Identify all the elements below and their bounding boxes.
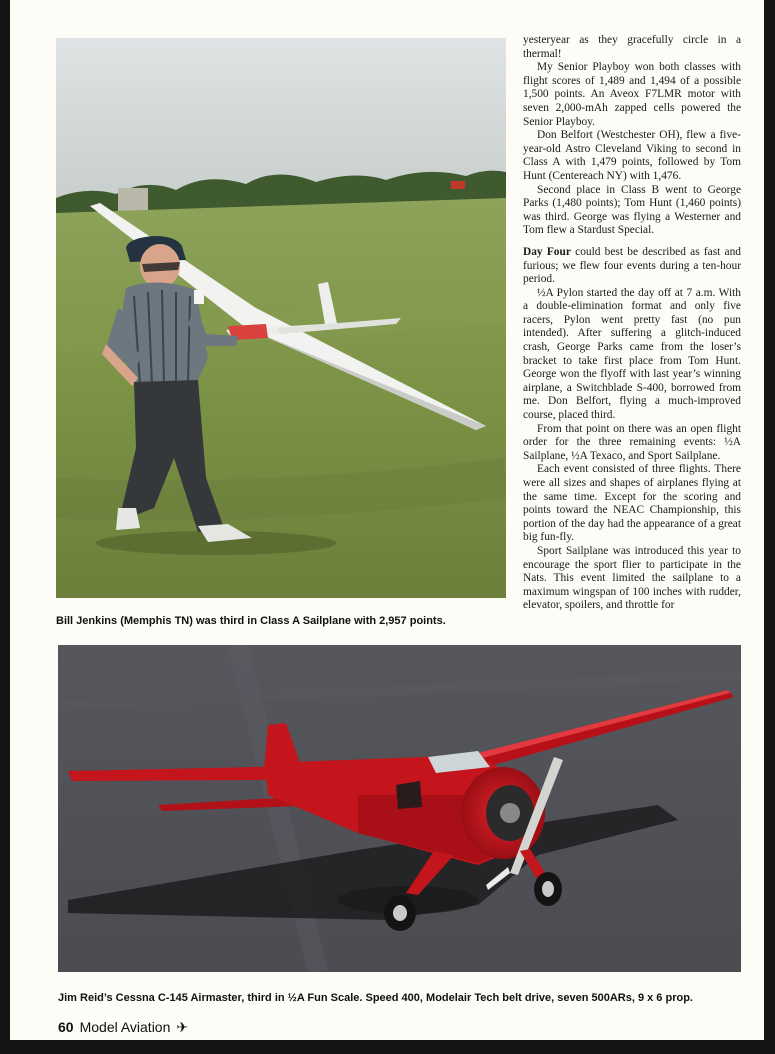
article-paragraph-day-four: Day Four could best be described as fast and furious; we flew four events during a ten-hour period. <box>523 245 741 286</box>
photo-caption-top: Bill Jenkins (Memphis TN) was third in Class A Sailplane with 2,957 points. <box>56 615 446 627</box>
article-paragraph: From that point on there was an open flight order for the three remaining events: ½A Sailplane, ½A Texaco, and Sport Sailplane. <box>523 422 741 462</box>
page-footer <box>58 1019 188 1036</box>
article-paragraph: Second place in Class B went to George Parks (1,480 points); Tom Hunt (1,460 points) was third. George was flying a Westerner and Tom flew a Stardust Special. <box>523 183 741 237</box>
airplane-icon: ✈ <box>176 1019 189 1035</box>
article-paragraph: Don Belfort (Westchester OH), flew a five-year-old Astro Cleveland Viking to second in Class A with 1,479 points, followed by Tom Hunt (Centereach NY) with 1,476. <box>523 129 741 182</box>
sailplane-photo <box>56 38 506 598</box>
photo-caption-bottom: Jim Reid’s Cessna C-145 Airmaster, third in ½A Fun Scale. Speed 400, Modelair Tech belt drive, seven 500ARs, 9 x 6 prop. <box>58 992 693 1004</box>
article-column <box>523 34 741 613</box>
magazine-title: Model Aviation <box>79 1019 171 1035</box>
article-paragraph: ½A Pylon started the day off at 7 a.m. With a double-elimination format and only five racers, Pylon went pretty fast (no pun intended). After suffering a glitch-induced crash, George Parks came from the loser’s bracket to take first place from Tom Hunt. George won the flyoff with last year’s winning airplane, a Switchblade S-400, borrowed from me. Don Belfort, flying a much-improved course, placed third. <box>523 286 741 422</box>
page-number: 60 <box>58 1019 74 1035</box>
article-paragraph: Each event consisted of three flights. There were all sizes and shapes of airplanes flying at the same time. Except for the scoring and points toward the NEAC Championship, this portion of the day had the appearance of a great big fun-fly. <box>523 463 741 544</box>
article-paragraph: Sport Sailplane was introduced this year to encourage the sport flier to participate in the Nats. This event limited the sailplane to a maximum wingspan of 100 inches with rudder, elevator, spoilers, and throttle for <box>523 544 741 612</box>
article-paragraph: My Senior Playboy won both classes with flight scores of 1,489 and 1,494 of a possible 1,500 points. An Aveox F7LMR motor with seven 2,000-mAh zapped cells powered the Senior Playboy. <box>523 61 741 128</box>
cessna-model-photo <box>58 645 741 972</box>
section-lead: Day Four <box>523 245 571 258</box>
magazine-page <box>10 0 764 1040</box>
article-paragraph: yesteryear as they gracefully circle in a thermal! <box>523 34 741 60</box>
